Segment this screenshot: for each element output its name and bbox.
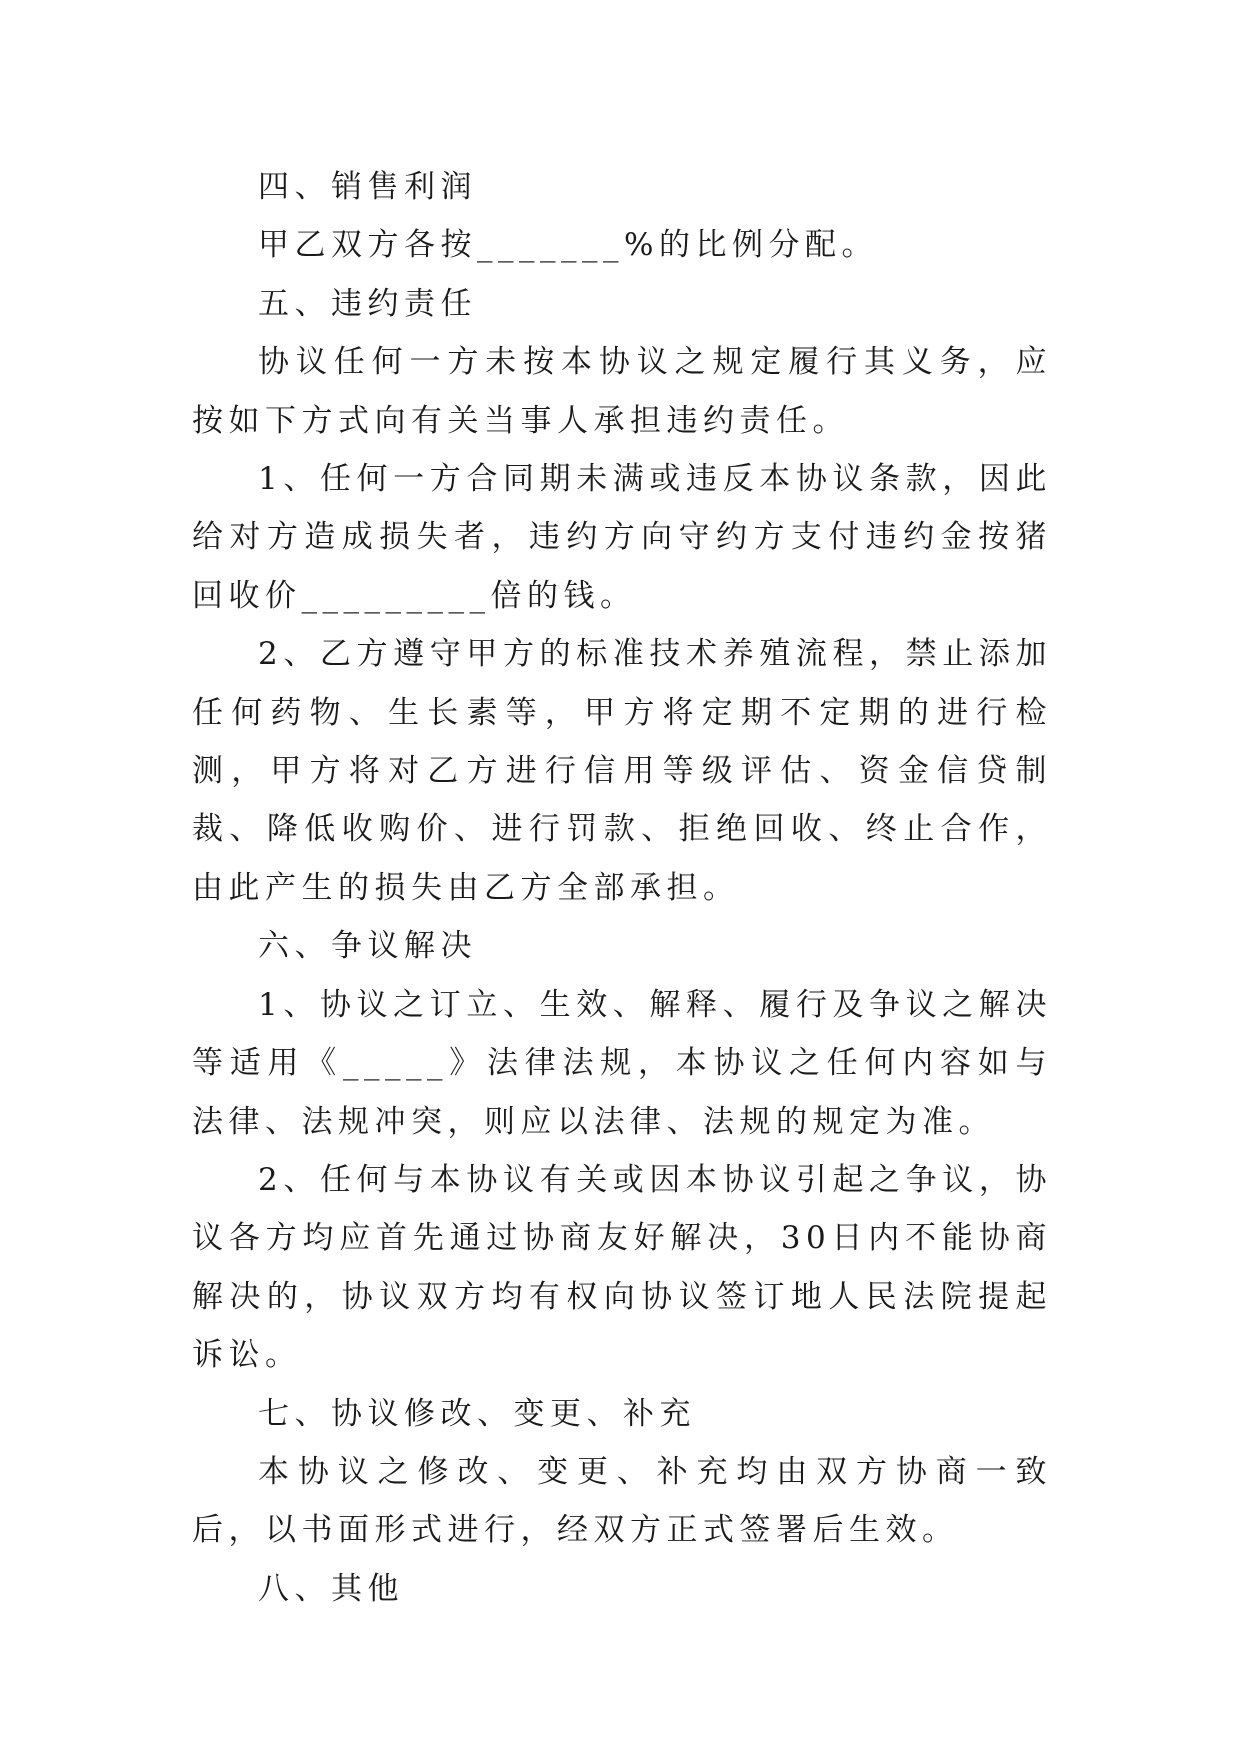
section-heading-breach-liability: 五、违约责任 — [258, 285, 477, 322]
paragraph-dispute-clause-1: 1、协议之订立、生效、解释、履行及争议之解决等适用《_____》法律法规，本协议之任何内容如与法律、法规冲突，则应以法律、法规的规定为准。 — [192, 986, 1052, 1140]
section-heading-dispute-resolution: 六、争议解决 — [258, 928, 477, 965]
paragraph-amendments: 本协议之修改、变更、补充均由双方协商一致后，以书面形式进行，经双方正式签署后生效。 — [192, 1453, 1052, 1549]
section-heading-other: 八、其他 — [258, 1570, 404, 1607]
paragraph-profit-split: 甲乙双方各按_______%的比例分配。 — [258, 227, 878, 264]
section-heading-amendments: 七、协议修改、变更、补充 — [258, 1395, 696, 1432]
paragraph-breach-intro: 协议任何一方未按本协议之规定履行其义务，应按如下方式向有关当事人承担违约责任。 — [192, 344, 1052, 439]
paragraph-breach-clause-2: 2、乙方遵守甲方的标准技术养殖流程，禁止添加任何药物、生长素等，甲方将定期不定期的进行检测，甲方将对乙方进行信用等级评估、资金信贷制裁、降低收购价、进行罚款、拒绝回收、终止合作，由此产生的损失由乙方全部承担。 — [192, 636, 1052, 906]
paragraph-dispute-clause-2: 2、任何与本协议有关或因本协议引起之争议，协议各方均应首先通过协商友好解决，30日内不能协商解决的，协议双方均有权向协议签订地人民法院提起诉讼。 — [192, 1161, 1052, 1374]
section-heading-sales-profit: 四、销售利润 — [258, 169, 477, 205]
paragraph-breach-clause-1: 1、任何一方合同期未满或违反本协议条款，因此给对方造成损失者，违约方向守约方支付违约金按猪回收价_________倍的钱。 — [192, 461, 1052, 614]
document-body — [192, 158, 1052, 1618]
